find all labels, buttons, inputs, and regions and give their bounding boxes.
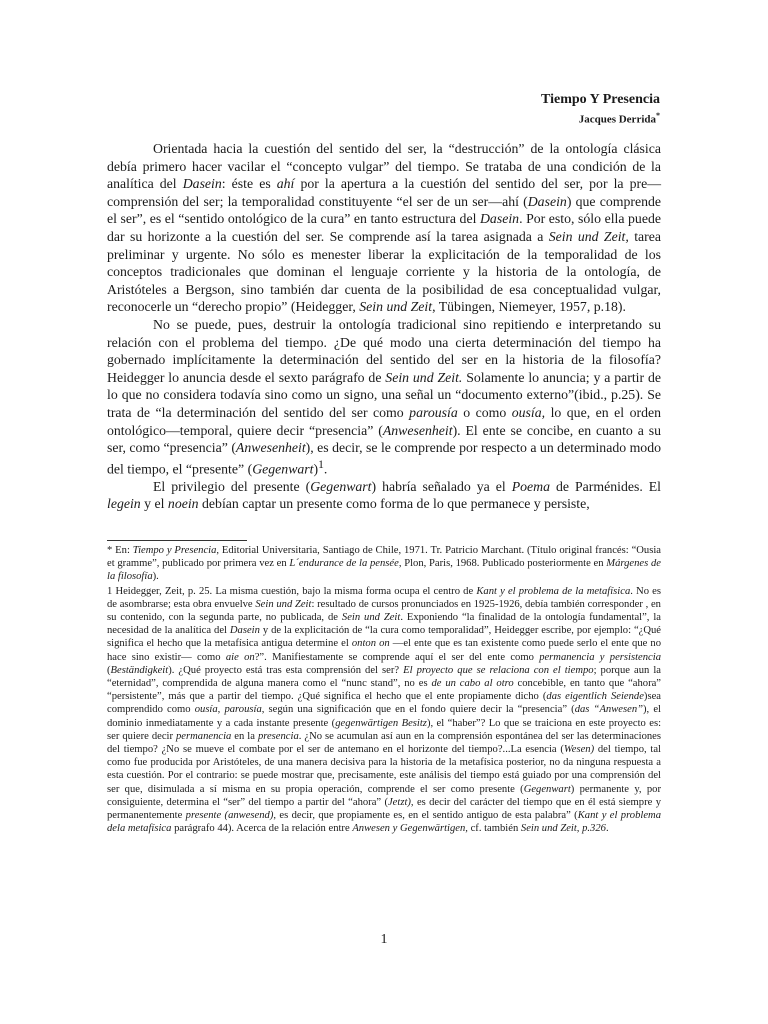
text-run: por la apertura a la cuestión del sentido del ser, por la pre—comprensión del ser; la temporalidad constituyente “el ser de un ser—ahí ( bbox=[107, 176, 662, 209]
text-run: cf. también bbox=[467, 823, 521, 835]
text-run: lo que, en el orden ontológico—temporal, quiere decir “presencia” ( bbox=[107, 404, 661, 438]
text-run: , Editorial Universitaria, Santiago de Chile, 1971. Tr. Patricio Marchant. (Título original francés: “Ousia et gramme”, publicado por primera vez en bbox=[107, 545, 661, 570]
page-number: 1 bbox=[380, 932, 388, 947]
text-run: y el bbox=[140, 496, 168, 512]
text-run: ), el dominio inmediatamente y a cada instante presente ( bbox=[107, 704, 661, 729]
italic-run: Kant y el problema dela metafísica bbox=[107, 810, 661, 835]
italic-run: Sein und Zeit, p.326 bbox=[520, 823, 606, 835]
italic-run: permanencia y persistencia bbox=[539, 651, 661, 663]
footnotes bbox=[107, 544, 661, 836]
author-name: Jacques Derrida bbox=[578, 113, 656, 126]
text-run: concebible, en tanto que “ahora” “persistente”, más que a partir del tiempo. ¿Qué significa el hecho que el ente propiamente dicho ( bbox=[107, 678, 661, 703]
text-run: ), el “haber”? Lo que se traiciona en este proyecto es: ser quiere decir bbox=[107, 717, 662, 742]
footnote-ref: 1 bbox=[318, 458, 324, 471]
text-run: . ¿No se acumulan así aun en la comprensión espontánea del ser las determinaciones del tiempo? ¿No se mueve el combate por el ser de antemano en el horizonte del tiempo?...La esencia ( bbox=[107, 730, 661, 756]
text-run: ) habría señalado ya el bbox=[371, 478, 512, 494]
italic-run: Beständigkeit bbox=[110, 664, 169, 676]
paragraph-1 bbox=[107, 140, 661, 316]
text-run: : éste es bbox=[221, 176, 277, 192]
italic-run: de un cabo al otro bbox=[431, 678, 514, 690]
text-run: debían captar un presente como forma de lo que permanece y persiste, bbox=[198, 496, 590, 512]
italic-run: Jetzt), bbox=[387, 796, 414, 808]
italic-run: ousía, bbox=[511, 404, 546, 420]
text-run: No se puede, pues, destruir la ontología tradicional sino repitiendo e interpretando su relación con el problema del tiempo. ¿De qué modo una cierta determinación del tiempo ha gobernado implícitamente la determinación del sentido del ser en la historia de la filosofía? Heidegger lo anuncia desde el sexto parágrafo de bbox=[107, 316, 661, 385]
text-run: El privilegio del presente ( bbox=[153, 478, 311, 494]
italic-run: L´endurance de la pensée bbox=[289, 558, 399, 570]
italic-run: ahí bbox=[276, 176, 295, 192]
italic-run: Tiempo y Presencia bbox=[132, 545, 217, 556]
text-run: Solamente lo anuncia; y a partir de lo que no considera todavía sino como un signo, una señal un “documento externo”(ibid., p.25). Se trata de “la determinación del sentido del ser como bbox=[107, 369, 661, 420]
title-block bbox=[541, 91, 660, 127]
text-run: y de la explicitación de “la cura como temporalidad”, Heidegger escribe, por ejemplo: “¿Qué significa el hecho que la metafísica antigua determine el bbox=[107, 625, 661, 650]
italic-run: El proyecto que se relaciona con el tiempo bbox=[403, 664, 594, 676]
text-run: . No es de asombrarse; esta obra envuelve bbox=[107, 585, 661, 610]
italic-run: Poema bbox=[511, 478, 550, 494]
text-run: ). ¿Qué proyecto está tras esta comprensión del ser? bbox=[168, 664, 404, 676]
italic-run: presencia bbox=[257, 730, 299, 742]
text-run: ) que comprende el ser”, es el “sentido ontológico de la cura” en tanto estructura del bbox=[107, 193, 661, 227]
text-run: : resultado de cursos pronunciados en 1925-1926, debía también corresponder , en su contenido, con la segunda parte, no publicada, de bbox=[107, 598, 661, 624]
text-run: ). bbox=[152, 571, 159, 583]
text-run: parágrafo 44). Acerca de la relación entre bbox=[171, 823, 353, 835]
text-run: , Plon, Paris, 1968. Publicado posteriormente en bbox=[398, 558, 607, 570]
author-footnote-mark: * bbox=[656, 111, 660, 120]
text-run: tarea preliminar y urgente. No sólo es menester liberar la explicitación de la temporalidad de los conceptos tradicionales que dominan el lenguaje corriente y la historia de la ontología, de Aristóteles a Bergson, sino también dar cuenta de la posibilidad de esa conceptualidad vulgar, reconocerle un “derecho propio” (Heidegger, bbox=[107, 228, 661, 315]
text-run: o como bbox=[457, 404, 512, 420]
text-run: , según una significación que en el fondo quiere decir la “presencia” ( bbox=[261, 704, 575, 716]
text-run: . Exponiendo “la finalidad de la ontología fundamental”, la necesidad de la analítica del bbox=[107, 612, 661, 637]
text-run: . bbox=[323, 461, 328, 477]
italic-run: Sein und Zeit, bbox=[548, 228, 629, 244]
text-run: del tiempo, tal como fue producida por Aristóteles, de una manera decisiva para la historia de la metafísica posterior, no da ninguna respuesta a esta cuestión. Por el contrario: se puede mostrar que, precisamente, este análisis del tiempo está guiado por una comprensión del ser que, disimulada a sí misma en su propia operación, comprende el ser como presente ( bbox=[107, 744, 661, 795]
document-title: Tiempo Y Presencia bbox=[541, 92, 660, 107]
footnote-separator bbox=[107, 540, 247, 541]
italic-run: gegenwärtigen Besitz bbox=[335, 717, 427, 729]
italic-run: das “Anwesen” bbox=[574, 704, 644, 716]
text-run: Orientada hacia la cuestión del sentido del ser, la “destrucción” de la ontología clásica debía primero hacer vacilar el “concepto vulgar” del tiempo. Se trataba de una condición de la analítica del bbox=[107, 141, 661, 192]
italic-run: legein bbox=[107, 496, 141, 512]
body-text bbox=[107, 140, 661, 513]
text-run: ?”. Manifiestamente se comprende aquí el ser del ente como bbox=[254, 651, 540, 663]
italic-run: Anwesenheit bbox=[382, 422, 453, 438]
text-run: —el ente que es tan existente como puede serlo el ente que no hace sino existir— como bbox=[107, 638, 661, 663]
footnote-1 bbox=[107, 585, 661, 836]
italic-run: Kant y el problema de la metafísica bbox=[476, 585, 631, 597]
italic-run: onton on bbox=[351, 638, 390, 650]
text-run: es decir del carácter del tiempo que en él está siempre y permanentemente bbox=[107, 796, 661, 822]
italic-run: parousía bbox=[409, 404, 458, 420]
text-run: . Por esto, sólo ella puede dar su horizonte a la cuestión del ser. Se comprende así la tarea asignada a bbox=[107, 211, 661, 244]
paragraph-2 bbox=[107, 316, 661, 478]
text-run: en la bbox=[231, 730, 258, 742]
text-run: , es decir, que propiamente es, en el sentido antiguo de esta palabra” ( bbox=[273, 810, 578, 822]
italic-run: Dasein bbox=[182, 176, 222, 192]
italic-run: Sein und Zeit bbox=[255, 598, 312, 610]
author-line bbox=[541, 109, 660, 127]
text-run: , Tübingen, Niemeyer, 1957, p.18). bbox=[432, 299, 626, 315]
italic-run: Sein und Zeit bbox=[341, 612, 401, 624]
text-run: 1 Heidegger, Zeit, p. 25. La misma cuestión, bajo la misma forma ocupa el centro de bbox=[107, 585, 477, 597]
italic-run: Gegenwart bbox=[310, 478, 372, 494]
italic-run: Wesen) bbox=[563, 744, 595, 756]
paragraph-3 bbox=[107, 478, 661, 513]
italic-run: Anwesen y Gegenwärtigen, bbox=[352, 823, 468, 835]
italic-run: Márgenes de la filosofía bbox=[107, 558, 661, 583]
text-run: ), es decir, se le comprende por respecto a un determinado modo del tiempo, el “presente” ( bbox=[107, 440, 662, 477]
text-run: * En: bbox=[107, 545, 133, 556]
italic-run: Sein und Zeit bbox=[359, 299, 433, 315]
text-run: )sea comprendido como bbox=[107, 691, 661, 716]
italic-run: ousía, parousía bbox=[194, 704, 262, 716]
italic-run: Dasein bbox=[229, 625, 260, 637]
footnote-star bbox=[107, 544, 661, 584]
italic-run: Gegenwart bbox=[252, 461, 314, 477]
text-run: . bbox=[605, 823, 609, 835]
text-run: ( bbox=[107, 664, 111, 676]
italic-run: aie on bbox=[225, 651, 255, 663]
italic-run: noein bbox=[167, 496, 199, 512]
italic-run: presente (anwesend) bbox=[185, 810, 274, 822]
italic-run: Dasein bbox=[527, 193, 567, 209]
text-run: ; porque aun la “eternidad”, comprendida de alguna manera como el “nunc stand”, no es bbox=[107, 664, 661, 690]
text-run: ) permanente y, por consiguiente, determina el “ser” del tiempo a partir del “ahora” ( bbox=[107, 783, 661, 808]
italic-run: permanencia bbox=[176, 730, 232, 742]
text-run: ). El ente se concibe, en cuanto a su ser, como “presencia” ( bbox=[107, 422, 661, 456]
italic-run: Gegenwart bbox=[523, 783, 571, 795]
text-run: ) bbox=[313, 461, 319, 477]
italic-run: das eigentlich Seiende bbox=[546, 691, 644, 703]
italic-run: Anwesenheit bbox=[235, 440, 306, 456]
text-run: de Parménides. El bbox=[550, 478, 662, 494]
italic-run: Dasein bbox=[479, 211, 520, 227]
italic-run: Sein und Zeit. bbox=[385, 369, 463, 385]
